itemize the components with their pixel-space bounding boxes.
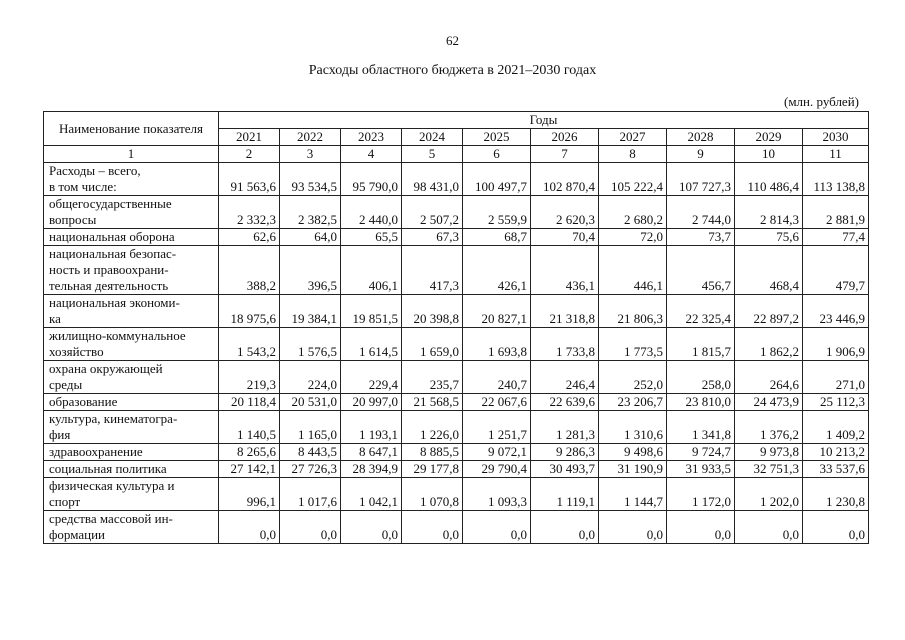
value-cell: 23 446,9 — [803, 295, 869, 328]
value-cell: 388,2 — [219, 246, 280, 295]
row-label-line: ка — [49, 311, 61, 326]
value-cell: 9 286,3 — [531, 444, 599, 461]
value-cell: 0,0 — [341, 511, 402, 544]
value-cell: 20 398,8 — [402, 295, 463, 328]
value-cell: 23 810,0 — [667, 394, 735, 411]
row-label-line: национальная безопас- — [49, 246, 177, 261]
value-cell: 93 534,5 — [280, 163, 341, 196]
value-cell: 219,3 — [219, 361, 280, 394]
value-cell: 2 620,3 — [531, 196, 599, 229]
year-header-cell: 2028 — [667, 129, 735, 146]
value-cell: 65,5 — [341, 229, 402, 246]
value-cell: 64,0 — [280, 229, 341, 246]
value-cell: 1 281,3 — [531, 411, 599, 444]
row-label-line: охрана окружающей — [49, 361, 163, 376]
table-row — [44, 196, 869, 229]
value-cell: 30 493,7 — [531, 461, 599, 478]
value-cell: 0,0 — [402, 511, 463, 544]
value-cell: 100 497,7 — [463, 163, 531, 196]
year-header-cell: 2022 — [280, 129, 341, 146]
value-cell: 2 744,0 — [667, 196, 735, 229]
value-cell: 27 142,1 — [219, 461, 280, 478]
value-cell: 1 070,8 — [402, 478, 463, 511]
row-label-line: вопросы — [49, 212, 97, 227]
year-header-cell: 2026 — [531, 129, 599, 146]
value-cell: 25 112,3 — [803, 394, 869, 411]
value-cell: 0,0 — [599, 511, 667, 544]
value-cell: 22 325,4 — [667, 295, 735, 328]
row-label-cell — [44, 511, 219, 544]
value-cell: 75,6 — [735, 229, 803, 246]
table-row — [44, 478, 869, 511]
value-cell: 1 140,5 — [219, 411, 280, 444]
value-cell: 23 206,7 — [599, 394, 667, 411]
value-cell: 1 310,6 — [599, 411, 667, 444]
value-cell: 0,0 — [280, 511, 341, 544]
value-cell: 1 226,0 — [402, 411, 463, 444]
unit-note: (млн. рублей) — [784, 94, 859, 109]
row-label-line: социальная политика — [49, 461, 167, 476]
value-cell: 1 144,7 — [599, 478, 667, 511]
table-row — [44, 361, 869, 394]
table-row — [44, 229, 869, 246]
row-label-line: Расходы – всего, — [49, 163, 141, 178]
value-cell: 2 382,5 — [280, 196, 341, 229]
row-label-line: хозяйство — [49, 344, 104, 359]
value-cell: 98 431,0 — [402, 163, 463, 196]
value-cell: 20 827,1 — [463, 295, 531, 328]
value-cell: 22 897,2 — [735, 295, 803, 328]
value-cell: 21 568,5 — [402, 394, 463, 411]
row-label-cell — [44, 461, 219, 478]
value-cell: 68,7 — [463, 229, 531, 246]
table-body — [44, 163, 869, 544]
value-cell: 1 576,5 — [280, 328, 341, 361]
value-cell: 1 815,7 — [667, 328, 735, 361]
value-cell: 1 202,0 — [735, 478, 803, 511]
document-title: Расходы областного бюджета в 2021–2030 годах — [308, 63, 597, 78]
value-cell: 18 975,6 — [219, 295, 280, 328]
value-cell: 31 190,9 — [599, 461, 667, 478]
year-header-cell: 2029 — [735, 129, 803, 146]
row-label-line: здравоохранение — [49, 444, 143, 459]
value-cell: 29 790,4 — [463, 461, 531, 478]
value-cell: 21 318,8 — [531, 295, 599, 328]
value-cell: 240,7 — [463, 361, 531, 394]
value-cell: 996,1 — [219, 478, 280, 511]
table-row — [44, 511, 869, 544]
row-label-cell — [44, 478, 219, 511]
value-cell: 107 727,3 — [667, 163, 735, 196]
column-number-cell: 4 — [341, 146, 402, 163]
name-column-header: Наименование показателя — [44, 112, 219, 146]
value-cell: 1 017,6 — [280, 478, 341, 511]
row-label-cell — [44, 328, 219, 361]
row-label-line: культура, кинематогра- — [49, 411, 178, 426]
value-cell: 1 693,8 — [463, 328, 531, 361]
value-cell: 2 507,2 — [402, 196, 463, 229]
value-cell: 9 973,8 — [735, 444, 803, 461]
row-label-cell — [44, 163, 219, 196]
value-cell: 479,7 — [803, 246, 869, 295]
row-label-line: средства массовой ин- — [49, 511, 173, 526]
value-cell: 9 072,1 — [463, 444, 531, 461]
row-label-cell — [44, 444, 219, 461]
value-cell: 0,0 — [735, 511, 803, 544]
column-number-cell: 3 — [280, 146, 341, 163]
year-header-cell: 2021 — [219, 129, 280, 146]
year-header-cell: 2023 — [341, 129, 402, 146]
column-number-cell: 2 — [219, 146, 280, 163]
value-cell: 406,1 — [341, 246, 402, 295]
value-cell: 1 172,0 — [667, 478, 735, 511]
value-cell: 1 193,1 — [341, 411, 402, 444]
value-cell: 70,4 — [531, 229, 599, 246]
value-cell: 8 443,5 — [280, 444, 341, 461]
value-cell: 1 165,0 — [280, 411, 341, 444]
value-cell: 252,0 — [599, 361, 667, 394]
value-cell: 8 647,1 — [341, 444, 402, 461]
value-cell: 1 906,9 — [803, 328, 869, 361]
value-cell: 105 222,4 — [599, 163, 667, 196]
row-label-line: образование — [49, 394, 118, 409]
row-label-line: тельная деятельность — [49, 278, 169, 293]
value-cell: 258,0 — [667, 361, 735, 394]
value-cell: 32 751,3 — [735, 461, 803, 478]
value-cell: 27 726,3 — [280, 461, 341, 478]
year-header-cell: 2027 — [599, 129, 667, 146]
value-cell: 67,3 — [402, 229, 463, 246]
table-row — [44, 411, 869, 444]
budget-table — [43, 111, 869, 544]
value-cell: 224,0 — [280, 361, 341, 394]
value-cell: 246,4 — [531, 361, 599, 394]
value-cell: 113 138,8 — [803, 163, 869, 196]
row-label-line: формации — [49, 527, 106, 542]
row-label-line: фия — [49, 427, 71, 442]
row-label-line: среды — [49, 377, 83, 392]
value-cell: 29 177,8 — [402, 461, 463, 478]
value-cell: 20 118,4 — [219, 394, 280, 411]
value-cell: 1 230,8 — [803, 478, 869, 511]
row-label-line: физическая культура и — [49, 478, 175, 493]
value-cell: 22 639,6 — [531, 394, 599, 411]
table-row — [44, 444, 869, 461]
value-cell: 1 341,8 — [667, 411, 735, 444]
row-label-cell — [44, 196, 219, 229]
value-cell: 426,1 — [463, 246, 531, 295]
value-cell: 28 394,9 — [341, 461, 402, 478]
table-header — [44, 112, 869, 163]
table-row — [44, 295, 869, 328]
value-cell: 2 814,3 — [735, 196, 803, 229]
column-number-cell: 11 — [803, 146, 869, 163]
value-cell: 417,3 — [402, 246, 463, 295]
table-row — [44, 163, 869, 196]
value-cell: 19 384,1 — [280, 295, 341, 328]
row-label-line: национальная оборона — [49, 229, 175, 244]
row-label-line: спорт — [49, 494, 81, 509]
column-number-cell: 1 — [44, 146, 219, 163]
value-cell: 2 680,2 — [599, 196, 667, 229]
column-number-cell: 6 — [463, 146, 531, 163]
value-cell: 446,1 — [599, 246, 667, 295]
value-cell: 0,0 — [531, 511, 599, 544]
value-cell: 1 409,2 — [803, 411, 869, 444]
value-cell: 10 213,2 — [803, 444, 869, 461]
years-group-header: Годы — [219, 112, 869, 129]
value-cell: 24 473,9 — [735, 394, 803, 411]
value-cell: 1 376,2 — [735, 411, 803, 444]
value-cell: 110 486,4 — [735, 163, 803, 196]
table-row — [44, 328, 869, 361]
value-cell: 229,4 — [341, 361, 402, 394]
value-cell: 22 067,6 — [463, 394, 531, 411]
value-cell: 436,1 — [531, 246, 599, 295]
value-cell: 20 997,0 — [341, 394, 402, 411]
value-cell: 1 659,0 — [402, 328, 463, 361]
value-cell: 1 543,2 — [219, 328, 280, 361]
value-cell: 396,5 — [280, 246, 341, 295]
row-label-line: ность и правоохрани- — [49, 262, 169, 277]
value-cell: 0,0 — [667, 511, 735, 544]
row-label-cell — [44, 229, 219, 246]
row-label-line: общегосударственные — [49, 196, 172, 211]
table-row — [44, 461, 869, 478]
value-cell: 91 563,6 — [219, 163, 280, 196]
value-cell: 19 851,5 — [341, 295, 402, 328]
value-cell: 2 332,3 — [219, 196, 280, 229]
table-row — [44, 246, 869, 295]
row-label-cell — [44, 394, 219, 411]
value-cell: 33 537,6 — [803, 461, 869, 478]
row-label-line: жилищно-коммунальное — [49, 328, 186, 343]
value-cell: 2 881,9 — [803, 196, 869, 229]
row-label-cell — [44, 295, 219, 328]
row-label-line: в том числе: — [49, 179, 117, 194]
year-header-cell: 2030 — [803, 129, 869, 146]
value-cell: 0,0 — [219, 511, 280, 544]
page-number: 62 — [446, 33, 459, 48]
value-cell: 31 933,5 — [667, 461, 735, 478]
value-cell: 72,0 — [599, 229, 667, 246]
column-number-cell: 10 — [735, 146, 803, 163]
value-cell: 2 440,0 — [341, 196, 402, 229]
value-cell: 271,0 — [803, 361, 869, 394]
column-number-cell: 5 — [402, 146, 463, 163]
value-cell: 102 870,4 — [531, 163, 599, 196]
value-cell: 0,0 — [803, 511, 869, 544]
value-cell: 2 559,9 — [463, 196, 531, 229]
value-cell: 1 614,5 — [341, 328, 402, 361]
row-label-cell — [44, 246, 219, 295]
value-cell: 62,6 — [219, 229, 280, 246]
column-number-cell: 8 — [599, 146, 667, 163]
value-cell: 9 498,6 — [599, 444, 667, 461]
value-cell: 468,4 — [735, 246, 803, 295]
value-cell: 21 806,3 — [599, 295, 667, 328]
value-cell: 0,0 — [463, 511, 531, 544]
value-cell: 264,6 — [735, 361, 803, 394]
value-cell: 73,7 — [667, 229, 735, 246]
value-cell: 20 531,0 — [280, 394, 341, 411]
value-cell: 1 042,1 — [341, 478, 402, 511]
row-label-cell — [44, 361, 219, 394]
value-cell: 95 790,0 — [341, 163, 402, 196]
row-label-line: национальная экономи- — [49, 295, 180, 310]
value-cell: 1 862,2 — [735, 328, 803, 361]
column-number-cell: 7 — [531, 146, 599, 163]
table-row — [44, 394, 869, 411]
value-cell: 1 733,8 — [531, 328, 599, 361]
value-cell: 1 773,5 — [599, 328, 667, 361]
year-header-cell: 2024 — [402, 129, 463, 146]
value-cell: 235,7 — [402, 361, 463, 394]
column-number-cell: 9 — [667, 146, 735, 163]
value-cell: 8 885,5 — [402, 444, 463, 461]
row-label-cell — [44, 411, 219, 444]
column-number-row — [44, 146, 869, 163]
value-cell: 8 265,6 — [219, 444, 280, 461]
year-header-cell: 2025 — [463, 129, 531, 146]
value-cell: 77,4 — [803, 229, 869, 246]
header-row — [44, 112, 869, 129]
value-cell: 1 251,7 — [463, 411, 531, 444]
value-cell: 9 724,7 — [667, 444, 735, 461]
value-cell: 1 119,1 — [531, 478, 599, 511]
value-cell: 456,7 — [667, 246, 735, 295]
value-cell: 1 093,3 — [463, 478, 531, 511]
